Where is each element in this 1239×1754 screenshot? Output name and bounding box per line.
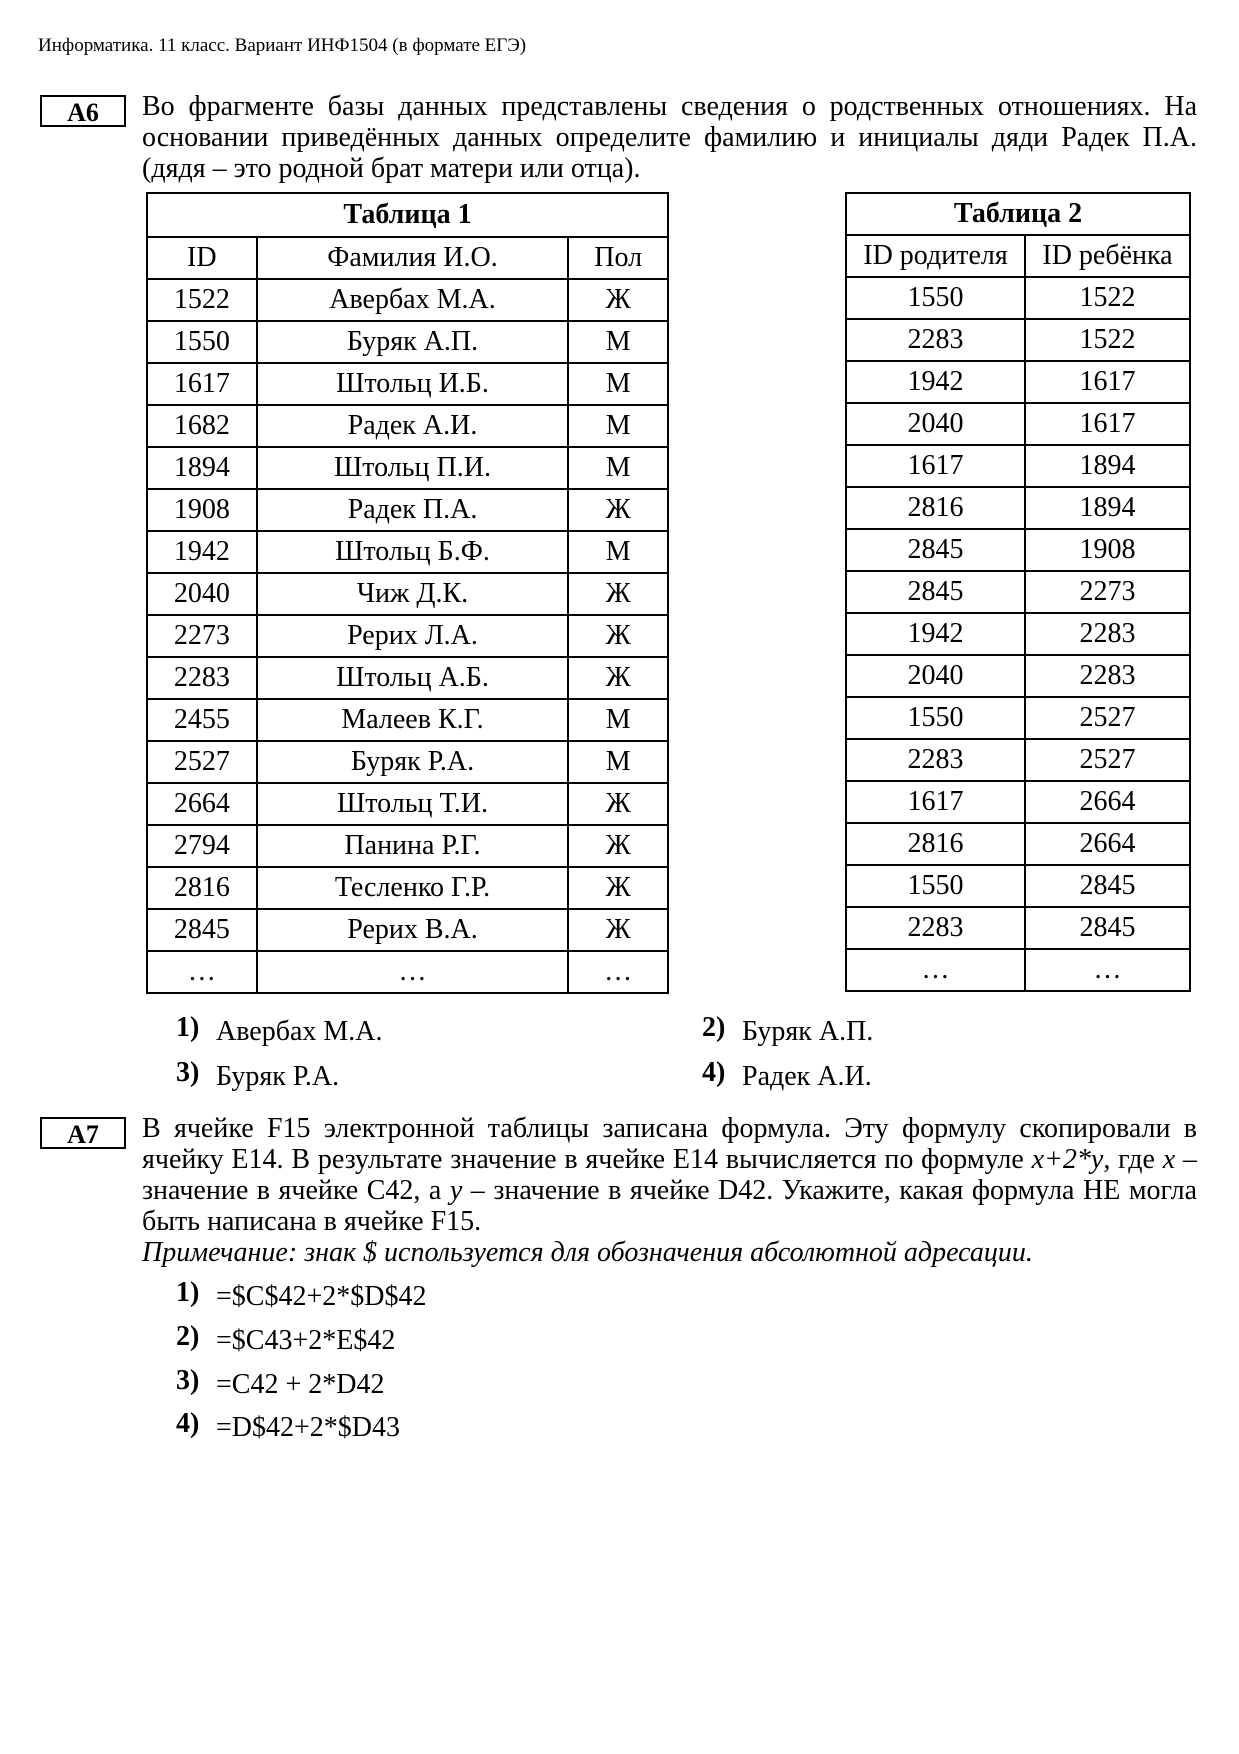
- table-row: [147, 279, 668, 321]
- table-row: [147, 909, 668, 951]
- cell-parent-id: 2283: [846, 907, 1025, 949]
- cell-parent-id: 1550: [846, 865, 1025, 907]
- cell-parent-id: 2845: [846, 571, 1025, 613]
- cell-id: 2273: [147, 615, 257, 657]
- cell-id: 2527: [147, 741, 257, 783]
- answer-option-a6-4: [702, 1057, 872, 1094]
- table-1: [146, 192, 669, 994]
- table-row: [846, 697, 1190, 739]
- cell-sex: М: [568, 699, 668, 741]
- cell-parent-id: 2816: [846, 823, 1025, 865]
- cell-parent-id: 1550: [846, 277, 1025, 319]
- table-row: [147, 951, 668, 993]
- table-row: [846, 823, 1190, 865]
- formula-expression: x+2*y: [1031, 1144, 1104, 1175]
- cell-id: 1617: [147, 363, 257, 405]
- table-row: [846, 361, 1190, 403]
- cell-sex: М: [568, 321, 668, 363]
- answer-option-a6-1: [176, 1012, 383, 1049]
- option-number: 3): [176, 1057, 200, 1088]
- table-1-title: Таблица 1: [147, 193, 668, 237]
- answer-option-a7-3: [176, 1365, 385, 1402]
- question-text-a7: [142, 1113, 1197, 1268]
- cell-name: Тесленко Г.Р.: [257, 867, 569, 909]
- table-row: [147, 447, 668, 489]
- option-text: Радек А.И.: [742, 1061, 872, 1092]
- cell-child-id: 2527: [1025, 739, 1190, 781]
- cell-name: Штольц Т.И.: [257, 783, 569, 825]
- option-number: 2): [702, 1012, 726, 1043]
- table-row: [147, 489, 668, 531]
- table-2-header-parent-id: ID родителя: [846, 235, 1025, 277]
- table-row: [147, 363, 668, 405]
- page-header: Информатика. 11 класс. Вариант ИНФ1504 (в формате ЕГЭ): [38, 35, 527, 56]
- option-text: Буряк Р.А.: [216, 1061, 340, 1092]
- table-1-header-id: ID: [147, 237, 257, 279]
- table-row: [846, 865, 1190, 907]
- cell-id: 2040: [147, 573, 257, 615]
- table-row: [147, 573, 668, 615]
- cell-child-id: 1522: [1025, 277, 1190, 319]
- cell-name: Буряк А.П.: [257, 321, 569, 363]
- option-number: 1): [176, 1012, 200, 1043]
- cell-sex: М: [568, 447, 668, 489]
- cell-child-id: 2527: [1025, 697, 1190, 739]
- table-1-header-name: Фамилия И.О.: [257, 237, 569, 279]
- table-row: [846, 529, 1190, 571]
- cell-name: Буряк Р.А.: [257, 741, 569, 783]
- cell-parent-id: 1617: [846, 781, 1025, 823]
- cell-name: Чиж Д.К.: [257, 573, 569, 615]
- cell-name: …: [257, 951, 569, 993]
- cell-child-id: 2273: [1025, 571, 1190, 613]
- option-text: =$C$42+2*$D$42: [216, 1281, 427, 1312]
- text-part: В ячейке F15 электронной таблицы записана формула. Эту формулу скопировали в ячейку E14. В результате значение в ячейке E14 вычисляется по формуле: [142, 1113, 1197, 1175]
- cell-parent-id: …: [846, 949, 1025, 991]
- cell-name: Авербах М.А.: [257, 279, 569, 321]
- cell-sex: М: [568, 363, 668, 405]
- table-row: [846, 487, 1190, 529]
- cell-name: Штольц И.Б.: [257, 363, 569, 405]
- cell-child-id: …: [1025, 949, 1190, 991]
- table-row: [846, 613, 1190, 655]
- cell-id: 2455: [147, 699, 257, 741]
- cell-sex: М: [568, 405, 668, 447]
- text-part: – значение в ячейке C42, а: [142, 1144, 1197, 1206]
- cell-sex: Ж: [568, 783, 668, 825]
- cell-child-id: 2845: [1025, 907, 1190, 949]
- table-2-title: Таблица 2: [846, 193, 1190, 235]
- table-row: [147, 867, 668, 909]
- text-part: , где: [1103, 1144, 1163, 1175]
- table-row: [147, 657, 668, 699]
- table-row: [147, 783, 668, 825]
- cell-name: Радек А.И.: [257, 405, 569, 447]
- cell-name: Малеев К.Г.: [257, 699, 569, 741]
- cell-parent-id: 1550: [846, 697, 1025, 739]
- cell-child-id: 2283: [1025, 613, 1190, 655]
- table-row: [846, 949, 1190, 991]
- answer-option-a6-3: [176, 1057, 340, 1094]
- cell-sex: Ж: [568, 279, 668, 321]
- table-1-body: [147, 279, 668, 993]
- cell-name: Штольц П.И.: [257, 447, 569, 489]
- cell-id: 2664: [147, 783, 257, 825]
- cell-sex: М: [568, 531, 668, 573]
- question-text-a6: Во фрагменте базы данных представлены сведения о родственных отношениях. На основании приведённых данных определите фамилию и инициалы дяди Радек П.А. (дядя – это родной брат матери или отца).: [142, 91, 1197, 184]
- table-row: [846, 907, 1190, 949]
- cell-id: 2845: [147, 909, 257, 951]
- cell-parent-id: 2816: [846, 487, 1025, 529]
- table-row: [846, 571, 1190, 613]
- table-row: [846, 319, 1190, 361]
- cell-name: Радек П.А.: [257, 489, 569, 531]
- table-row: [846, 781, 1190, 823]
- option-text: Буряк А.П.: [742, 1016, 874, 1047]
- cell-child-id: 1894: [1025, 487, 1190, 529]
- cell-parent-id: 1942: [846, 361, 1025, 403]
- option-number: 1): [176, 1277, 200, 1308]
- cell-id: 1682: [147, 405, 257, 447]
- variable-y: y: [449, 1175, 463, 1206]
- cell-sex: Ж: [568, 489, 668, 531]
- cell-child-id: 1908: [1025, 529, 1190, 571]
- cell-sex: …: [568, 951, 668, 993]
- option-text: Авербах М.А.: [216, 1016, 383, 1047]
- cell-name: Штольц Б.Ф.: [257, 531, 569, 573]
- option-number: 3): [176, 1365, 200, 1396]
- cell-name: Рерих В.А.: [257, 909, 569, 951]
- cell-sex: Ж: [568, 825, 668, 867]
- table-row: [147, 615, 668, 657]
- cell-child-id: 2664: [1025, 823, 1190, 865]
- cell-name: Штольц А.Б.: [257, 657, 569, 699]
- cell-id: 1550: [147, 321, 257, 363]
- table-row: [846, 277, 1190, 319]
- table-row: [846, 445, 1190, 487]
- table-2-header-child-id: ID ребёнка: [1025, 235, 1190, 277]
- cell-parent-id: 2845: [846, 529, 1025, 571]
- cell-parent-id: 2040: [846, 403, 1025, 445]
- option-number: 4): [702, 1057, 726, 1088]
- table-row: [846, 403, 1190, 445]
- cell-id: 1942: [147, 531, 257, 573]
- cell-parent-id: 2283: [846, 739, 1025, 781]
- cell-name: Панина Р.Г.: [257, 825, 569, 867]
- cell-id: 1522: [147, 279, 257, 321]
- note: Примечание: знак $ используется для обозначения абсолютной адресации.: [142, 1237, 1033, 1268]
- variable-x: x: [1162, 1144, 1176, 1175]
- cell-id: 1908: [147, 489, 257, 531]
- cell-parent-id: 1942: [846, 613, 1025, 655]
- text-part: – значение в ячейке D42. Укажите, какая формула НЕ могла быть написана в ячейке F15.: [142, 1175, 1197, 1237]
- table-row: [147, 405, 668, 447]
- table-row: [147, 825, 668, 867]
- cell-sex: Ж: [568, 573, 668, 615]
- cell-id: 2794: [147, 825, 257, 867]
- table-row: [147, 741, 668, 783]
- cell-id: 2283: [147, 657, 257, 699]
- cell-parent-id: 1617: [846, 445, 1025, 487]
- option-text: =C42 + 2*D42: [216, 1369, 385, 1400]
- cell-child-id: 2664: [1025, 781, 1190, 823]
- option-text: =D$42+2*$D43: [216, 1412, 401, 1443]
- cell-id: 2816: [147, 867, 257, 909]
- cell-child-id: 1522: [1025, 319, 1190, 361]
- table-row: [846, 655, 1190, 697]
- cell-sex: Ж: [568, 657, 668, 699]
- option-text: =$C43+2*E$42: [216, 1325, 396, 1356]
- answer-option-a7-1: [176, 1277, 427, 1314]
- cell-sex: Ж: [568, 867, 668, 909]
- table-row: [147, 699, 668, 741]
- question-label-a6: А6: [40, 95, 126, 127]
- option-number: 4): [176, 1408, 200, 1439]
- cell-sex: Ж: [568, 909, 668, 951]
- table-2-body: [846, 277, 1190, 991]
- cell-child-id: 2845: [1025, 865, 1190, 907]
- cell-child-id: 1617: [1025, 361, 1190, 403]
- table-row: [846, 739, 1190, 781]
- option-number: 2): [176, 1321, 200, 1352]
- cell-id: 1894: [147, 447, 257, 489]
- cell-sex: Ж: [568, 615, 668, 657]
- question-label-a7: А7: [40, 1117, 126, 1149]
- answer-option-a7-2: [176, 1321, 396, 1358]
- cell-sex: М: [568, 741, 668, 783]
- table-1-header-sex: Пол: [568, 237, 668, 279]
- answer-option-a6-2: [702, 1012, 874, 1049]
- table-2: [845, 192, 1191, 992]
- answer-option-a7-4: [176, 1408, 401, 1445]
- cell-parent-id: 2283: [846, 319, 1025, 361]
- cell-parent-id: 2040: [846, 655, 1025, 697]
- cell-name: Рерих Л.А.: [257, 615, 569, 657]
- cell-child-id: 1617: [1025, 403, 1190, 445]
- cell-id: …: [147, 951, 257, 993]
- cell-child-id: 1894: [1025, 445, 1190, 487]
- table-row: [147, 321, 668, 363]
- table-row: [147, 531, 668, 573]
- cell-child-id: 2283: [1025, 655, 1190, 697]
